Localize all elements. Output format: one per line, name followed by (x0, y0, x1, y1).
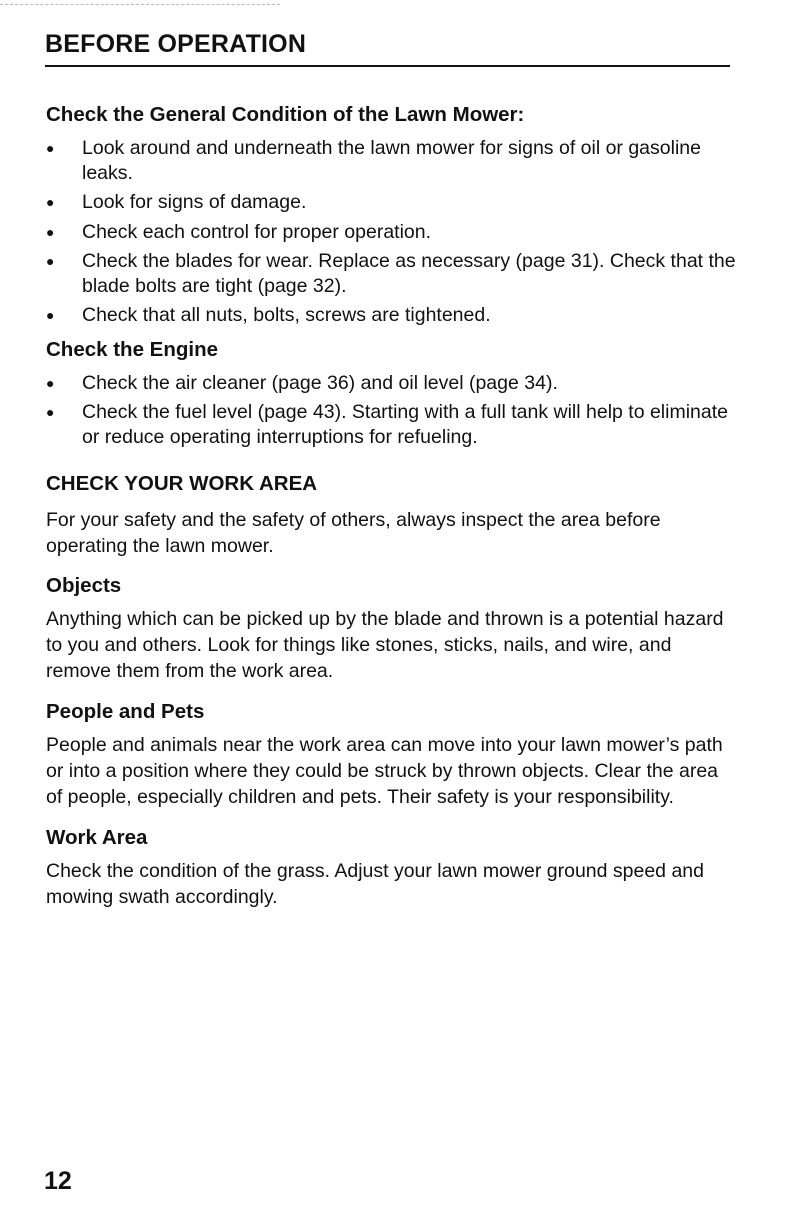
engine-list (46, 371, 736, 450)
list-item: ● Check the fuel level (page 43). Starting with a full tank will help to eliminate or reduce operating interruptions for refueling. (46, 401, 729, 448)
bullet-icon: ● (46, 404, 55, 420)
work-area-text: Check the condition of the grass. Adjust your lawn mower ground speed and mowing swath accordingly. (46, 860, 704, 908)
general-condition-heading: Check the General Condition of the Lawn Mower: (46, 103, 525, 126)
list-item: ● Check the blades for wear. Replace as necessary (page 31). Check that the blade bolts are tight (page 32). (46, 250, 736, 297)
bullet-icon: ● (46, 253, 55, 269)
page-content (46, 102, 736, 910)
list-item: ● Look for signs of damage. (46, 191, 307, 213)
bullet-icon: ● (46, 223, 55, 240)
bullet-icon: ● (46, 374, 55, 391)
page-number: 12 (44, 1167, 72, 1195)
bullet-icon: ● (46, 194, 55, 210)
people-pets-heading: People and Pets (46, 700, 205, 723)
bullet-icon: ● (46, 140, 55, 156)
title-divider (45, 65, 730, 67)
bullet-icon: ● (46, 307, 55, 323)
people-pets-text: People and animals near the work area can move into your lawn mower’s path or into a position where they could be struck by thrown objects. Clear the area of people, especially children and pets. Their safety is your responsibility. (46, 734, 723, 808)
engine-heading: Check the Engine (46, 337, 219, 361)
objects-text: Anything which can be picked up by the blade and thrown is a potential hazard to you and others. Look for things like stones, sticks, nails, and wire, and remove them from the work area. (46, 608, 724, 682)
list-item: ● Look around and underneath the lawn mower for signs of oil or gasoline leaks. (46, 137, 701, 184)
page-title: BEFORE OPERATION (45, 30, 307, 58)
general-condition-list (46, 136, 736, 328)
work-area-section-heading: CHECK YOUR WORK AREA (46, 472, 318, 495)
objects-heading: Objects (46, 574, 122, 597)
list-item: ● Check each control for proper operation. (46, 220, 432, 243)
work-area-heading: Work Area (46, 826, 148, 849)
scan-artifact-line (0, 4, 280, 5)
work-area-intro: For your safety and the safety of others, always inspect the area before operating the lawn mower. (46, 509, 661, 557)
list-item: ● Check the air cleaner (page 36) and oil level (page 34). (46, 371, 558, 394)
list-item: ● Check that all nuts, bolts, screws are tightened. (46, 304, 491, 326)
